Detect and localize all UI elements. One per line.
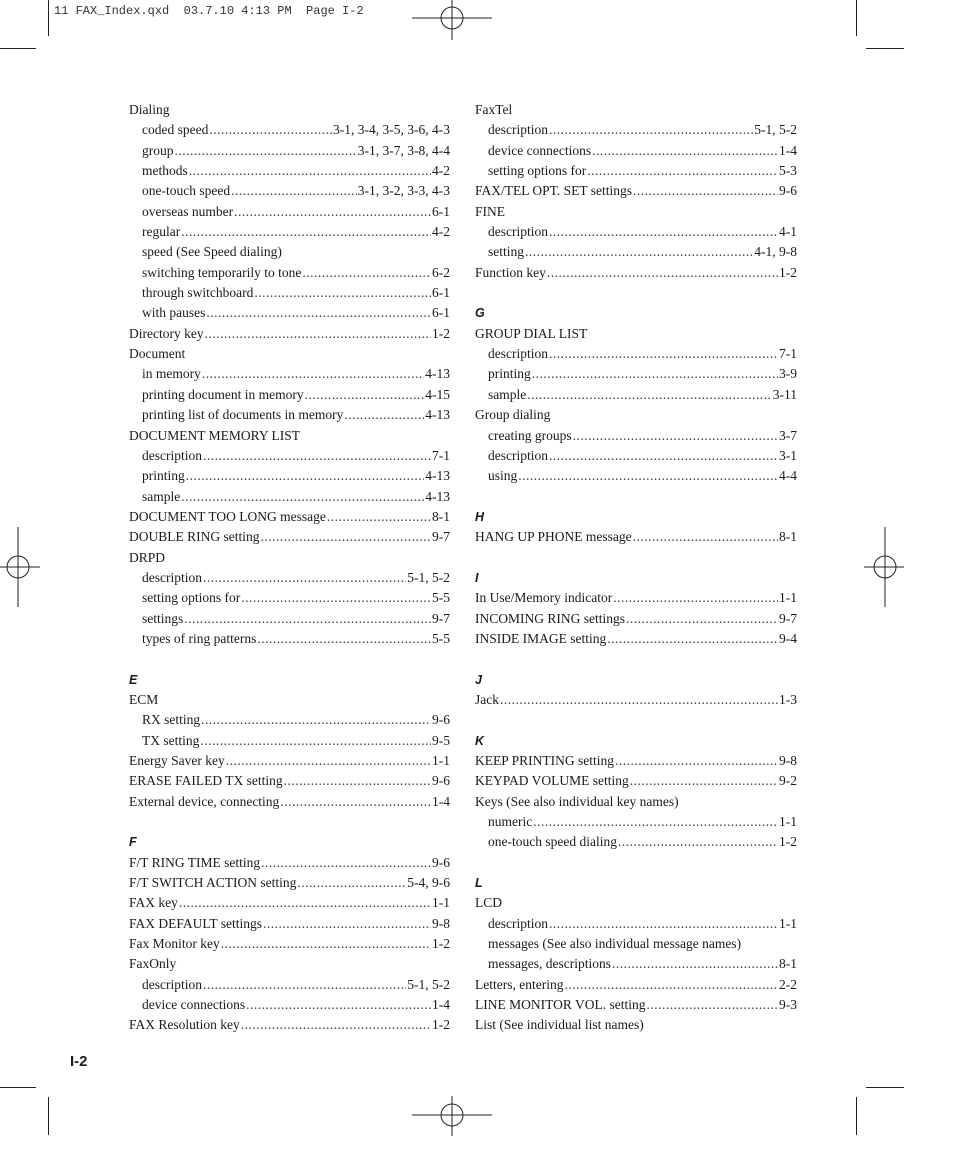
index-entry <box>129 324 450 344</box>
index-term: one-touch speed dialing <box>488 834 617 850</box>
index-page-refs: 1-1 <box>779 814 797 830</box>
index-page-refs: 9-6 <box>432 854 450 870</box>
index-term: messages (See also individual message names) <box>488 936 742 952</box>
index-page-refs: 1-2 <box>779 834 797 850</box>
index-term: FINE <box>475 203 505 219</box>
crop-mark <box>856 0 857 36</box>
index-term: description <box>488 224 548 240</box>
index-entry <box>475 181 797 201</box>
index-page-refs: 2-2 <box>779 976 797 992</box>
index-entry <box>475 405 797 425</box>
crop-mark <box>48 1097 49 1135</box>
index-subentry <box>129 995 450 1015</box>
index-term: LCD <box>475 895 502 911</box>
index-entry <box>129 751 450 771</box>
index-term: Energy Saver key <box>129 753 225 768</box>
index-page-refs: 1-4 <box>432 793 450 809</box>
index-page-refs: 9-8 <box>432 915 450 931</box>
index-page-refs: 7-1 <box>779 346 797 362</box>
index-page-refs: 9-6 <box>432 773 450 789</box>
dot-leader <box>344 405 424 425</box>
index-page-refs: 3-11 <box>772 386 797 402</box>
index-term: Document <box>129 346 186 362</box>
index-term: TX setting <box>142 732 200 748</box>
dot-leader <box>518 466 778 486</box>
index-column-right <box>475 100 797 1036</box>
index-section-letter: G <box>475 306 485 321</box>
dot-leader <box>246 995 431 1015</box>
index-term: one-touch speed <box>142 183 231 199</box>
index-page-refs: 5-4, 9-6 <box>407 875 450 891</box>
index-entry <box>129 873 450 893</box>
index-page-refs: 9-4 <box>779 630 797 646</box>
registration-mark-bottom <box>412 1096 492 1136</box>
index-page-refs: 1-2 <box>779 264 797 280</box>
index-page-refs: 7-1 <box>432 447 450 463</box>
index-subentry <box>129 487 450 507</box>
index-page-refs: 9-3 <box>779 997 797 1013</box>
index-page-refs: 4-13 <box>425 366 450 382</box>
index-term: F/T SWITCH ACTION setting <box>129 875 297 891</box>
index-subentry <box>475 141 797 161</box>
index-section-letter: L <box>475 876 483 891</box>
dot-leader <box>184 609 431 629</box>
index-term: settings <box>142 610 184 626</box>
index-subentry <box>475 242 797 262</box>
dot-leader <box>261 527 432 547</box>
dot-leader <box>241 588 431 608</box>
index-page-refs: 6-2 <box>432 264 450 280</box>
index-subentry <box>129 364 450 384</box>
index-entry <box>475 263 797 283</box>
index-page-refs: 5-5 <box>432 590 450 606</box>
index-term: messages, descriptions <box>488 956 611 972</box>
index-term: sample <box>488 386 527 402</box>
dot-leader <box>549 344 778 364</box>
index-entry <box>475 609 797 629</box>
index-page-refs: 1-2 <box>432 1017 450 1033</box>
index-term: FAX/TEL OPT. SET settings <box>475 183 633 199</box>
index-term: regular <box>142 224 181 240</box>
index-term: Letters, entering <box>475 976 564 992</box>
index-term: switching temporarily to tone <box>142 264 302 280</box>
dot-leader <box>203 446 431 466</box>
index-entry <box>475 771 797 791</box>
index-entry <box>475 588 797 608</box>
index-term: methods <box>142 163 188 179</box>
index-page-refs: 4-4 <box>779 468 797 484</box>
index-entry <box>129 934 450 954</box>
index-page-refs: 5-5 <box>432 630 450 646</box>
index-page-refs: 1-2 <box>432 325 450 341</box>
dot-leader <box>587 161 778 181</box>
index-entry <box>475 690 797 710</box>
index-page-refs: 1-1 <box>779 915 797 931</box>
index-subentry <box>129 405 450 425</box>
index-subentry <box>129 385 450 405</box>
dot-leader <box>189 161 431 181</box>
index-term: description <box>488 447 548 463</box>
index-term: printing <box>142 468 185 484</box>
dot-leader <box>532 364 778 384</box>
index-subentry <box>475 222 797 242</box>
index-term: Function key <box>475 264 546 280</box>
index-term: HANG UP PHONE message <box>475 529 632 545</box>
dot-leader <box>547 263 778 283</box>
index-subentry <box>129 141 450 161</box>
index-section-letter: J <box>475 672 482 687</box>
dot-leader <box>549 914 778 934</box>
index-term: using <box>488 468 518 484</box>
index-page-refs: 8-1 <box>432 508 450 524</box>
index-term: in memory <box>142 366 201 382</box>
dot-leader <box>284 771 431 791</box>
index-subentry <box>129 181 450 201</box>
index-page-refs: 8-1 <box>779 529 797 545</box>
index-subentry <box>129 588 450 608</box>
index-page-refs: 4-13 <box>425 488 450 504</box>
index-term: In Use/Memory indicator <box>475 590 613 606</box>
dot-leader <box>573 426 778 446</box>
index-subentry <box>129 263 450 283</box>
registration-mark-top <box>412 0 492 40</box>
index-term: with pauses <box>142 305 206 321</box>
index-subentry <box>129 120 450 140</box>
index-term: GROUP DIAL LIST <box>475 325 588 341</box>
index-page-refs: 3-1, 3-4, 3-5, 3-6, 4-3 <box>333 122 450 138</box>
index-term: INCOMING RING settings <box>475 610 625 626</box>
dot-leader <box>231 181 357 201</box>
dot-leader <box>234 202 431 222</box>
index-entry <box>475 751 797 771</box>
dot-leader <box>181 487 424 507</box>
index-page-refs: 4-1 <box>779 224 797 240</box>
index-subentry <box>475 344 797 364</box>
index-page-refs: 1-2 <box>432 936 450 952</box>
index-page-refs: 8-1 <box>779 956 797 972</box>
index-subentry <box>129 466 450 486</box>
index-term: setting options for <box>142 590 241 606</box>
index-subentry <box>475 812 797 832</box>
index-subentry <box>129 446 450 466</box>
index-term: through switchboard <box>142 285 254 301</box>
dot-leader <box>525 242 753 262</box>
index-term: FAX key <box>129 895 178 911</box>
index-term: Group dialing <box>475 407 551 423</box>
index-term: INSIDE IMAGE setting <box>475 630 607 646</box>
index-subentry <box>475 385 797 405</box>
dot-leader <box>175 141 357 161</box>
dot-leader <box>647 995 779 1015</box>
index-entry <box>475 629 797 649</box>
dot-leader <box>201 710 431 730</box>
index-entry <box>475 324 797 344</box>
index-section-letter: I <box>475 570 479 585</box>
index-page-refs: 4-2 <box>432 224 450 240</box>
index-entry <box>475 995 797 1015</box>
index-entry <box>129 527 450 547</box>
print-slug: 11 FAX_Index.qxd 03.7.10 4:13 PM Page I-2 <box>54 4 364 18</box>
index-page-refs: 1-4 <box>432 997 450 1013</box>
dot-leader <box>200 731 431 751</box>
dot-leader <box>203 975 406 995</box>
index-term: ERASE FAILED TX setting <box>129 773 283 789</box>
index-subentry <box>475 161 797 181</box>
index-page-refs: 4-1, 9-8 <box>754 244 797 260</box>
dot-leader <box>327 507 431 527</box>
index-page-refs: 3-1, 3-2, 3-3, 4-3 <box>357 183 450 199</box>
index-subentry <box>129 731 450 751</box>
index-term: RX setting <box>142 712 201 728</box>
index-term: Dialing <box>129 102 170 117</box>
index-page-refs: 5-3 <box>779 163 797 179</box>
crop-mark <box>0 1087 36 1088</box>
dot-leader <box>205 324 431 344</box>
index-entry <box>475 202 797 222</box>
index-term: External device, connecting <box>129 793 280 809</box>
index-subentry <box>129 242 450 262</box>
index-term: overseas number <box>142 203 234 219</box>
index-entry <box>129 690 450 710</box>
index-entry <box>475 100 797 120</box>
index-term: speed (See Speed dialing) <box>142 244 282 260</box>
index-page-refs: 6-1 <box>432 203 450 219</box>
index-subentry <box>475 120 797 140</box>
index-entry <box>129 893 450 913</box>
dot-leader <box>592 141 778 161</box>
index-term: printing list of documents in memory <box>142 407 344 423</box>
dot-leader <box>179 893 431 913</box>
index-entry <box>475 792 797 812</box>
dot-leader <box>549 120 753 140</box>
dot-leader <box>186 466 425 486</box>
dot-leader <box>254 283 431 303</box>
index-subentry <box>129 222 450 242</box>
index-subentry <box>129 629 450 649</box>
dot-leader <box>302 263 431 283</box>
index-subentry <box>129 568 450 588</box>
index-subentry <box>129 609 450 629</box>
index-subentry <box>129 303 450 323</box>
dot-leader <box>241 1015 431 1035</box>
index-page-refs: 3-9 <box>779 366 797 382</box>
index-entry <box>129 344 450 364</box>
index-term: device connections <box>488 142 592 158</box>
index-term: Jack <box>475 691 499 707</box>
index-term: group <box>142 142 174 158</box>
dot-leader <box>226 751 431 771</box>
dot-leader <box>618 832 778 852</box>
registration-mark-right <box>864 527 904 607</box>
index-term: FAX Resolution key <box>129 1017 240 1033</box>
index-entry <box>129 792 450 812</box>
index-term: description <box>488 346 548 362</box>
crop-mark <box>0 48 36 49</box>
index-term: device connections <box>142 997 246 1013</box>
index-term: numeric <box>488 814 533 830</box>
index-page-refs: 3-1, 3-7, 3-8, 4-4 <box>357 142 450 158</box>
index-section-letter: K <box>475 733 485 748</box>
index-page-refs: 1-1 <box>432 753 450 768</box>
index-term: printing document in memory <box>142 386 304 402</box>
index-term: description <box>142 447 202 463</box>
dot-leader <box>549 222 778 242</box>
crop-mark <box>856 1097 857 1135</box>
index-term: FaxTel <box>475 102 513 117</box>
dot-leader <box>203 568 406 588</box>
index-entry <box>129 100 450 120</box>
index-term: description <box>142 569 202 585</box>
index-entry <box>129 954 450 974</box>
index-page-refs: 1-1 <box>432 895 450 911</box>
index-page-refs: 5-1, 5-2 <box>407 569 450 585</box>
page-number: I-2 <box>70 1053 88 1070</box>
index-term: DRPD <box>129 549 166 565</box>
index-term: KEEP PRINTING setting <box>475 753 614 768</box>
index-term: description <box>488 915 548 931</box>
index-section-letter: H <box>475 509 485 524</box>
index-page-refs: 9-6 <box>779 183 797 199</box>
index-subentry <box>475 954 797 974</box>
index-term: FAX DEFAULT settings <box>129 915 263 931</box>
index-entry <box>129 853 450 873</box>
index-term: coded speed <box>142 122 209 138</box>
dot-leader <box>297 873 406 893</box>
index-subentry <box>475 364 797 384</box>
index-term: sample <box>142 488 181 504</box>
index-term: LINE MONITOR VOL. setting <box>475 997 646 1013</box>
index-term: creating groups <box>488 427 572 443</box>
index-subentry <box>129 161 450 181</box>
index-page-refs: 9-7 <box>432 610 450 626</box>
crop-mark <box>866 48 904 49</box>
dot-leader <box>209 120 332 140</box>
dot-leader <box>261 853 431 873</box>
index-page-refs: 9-6 <box>432 712 450 728</box>
index-section-letter: F <box>129 835 137 850</box>
dot-leader <box>633 181 778 201</box>
dot-leader <box>633 527 778 547</box>
dot-leader <box>221 934 431 954</box>
index-entry <box>129 771 450 791</box>
index-page-refs: 9-7 <box>779 610 797 626</box>
index-term: DOUBLE RING setting <box>129 529 260 545</box>
index-subentry <box>129 202 450 222</box>
index-page-refs: 5-1, 5-2 <box>407 976 450 992</box>
index-page-refs: 4-13 <box>425 407 450 423</box>
index-entry <box>129 426 450 446</box>
index-page-refs: 5-1, 5-2 <box>754 122 797 138</box>
dot-leader <box>549 446 778 466</box>
dot-leader <box>527 385 772 405</box>
index-term: ECM <box>129 691 159 707</box>
index-subentry <box>475 832 797 852</box>
dot-leader <box>257 629 431 649</box>
dot-leader <box>612 954 778 974</box>
index-term: description <box>488 122 548 138</box>
index-subentry <box>129 975 450 995</box>
index-page-refs: 1-1 <box>779 590 797 606</box>
index-term: DOCUMENT TOO LONG message <box>129 508 326 524</box>
index-entry <box>475 893 797 913</box>
crop-mark <box>48 0 49 36</box>
index-term: FaxOnly <box>129 956 177 972</box>
index-term: setting options for <box>488 163 587 179</box>
dot-leader <box>206 303 431 323</box>
dot-leader <box>607 629 778 649</box>
index-page-refs: 9-7 <box>432 529 450 545</box>
index-term: printing <box>488 366 531 382</box>
index-page-refs: 9-8 <box>779 753 797 768</box>
dot-leader <box>626 609 778 629</box>
dot-leader <box>533 812 778 832</box>
index-page-refs: 4-15 <box>425 386 450 402</box>
index-page-refs: 9-5 <box>432 732 450 748</box>
index-subentry <box>129 283 450 303</box>
index-page-refs: 6-1 <box>432 285 450 301</box>
index-subentry <box>475 466 797 486</box>
index-entry <box>129 507 450 527</box>
index-subentry <box>475 934 797 954</box>
index-page-refs: 4-2 <box>432 163 450 179</box>
index-page-refs: 1-4 <box>779 142 797 158</box>
index-term: Fax Monitor key <box>129 936 220 952</box>
dot-leader <box>500 690 778 710</box>
index-term: DOCUMENT MEMORY LIST <box>129 427 301 443</box>
index-term: Directory key <box>129 325 204 341</box>
index-term: description <box>142 976 202 992</box>
index-column-left <box>129 100 450 1036</box>
dot-leader <box>615 751 778 771</box>
dot-leader <box>263 914 431 934</box>
index-term: KEYPAD VOLUME setting <box>475 773 629 789</box>
index-term: Keys (See also individual key names) <box>475 793 679 809</box>
index-subentry <box>475 446 797 466</box>
dot-leader <box>305 385 425 405</box>
index-entry <box>129 1015 450 1035</box>
dot-leader <box>564 975 778 995</box>
index-entry <box>475 527 797 547</box>
dot-leader <box>630 771 778 791</box>
index-entry <box>129 914 450 934</box>
crop-mark <box>866 1087 904 1088</box>
index-page-refs: 4-13 <box>425 468 450 484</box>
index-page-refs: 3-1 <box>779 447 797 463</box>
index-term: List (See individual list names) <box>475 1017 644 1033</box>
index-entry <box>475 975 797 995</box>
index-entry <box>475 1015 797 1035</box>
index-page-refs: 9-2 <box>779 773 797 789</box>
dot-leader <box>202 364 424 384</box>
index-subentry <box>129 710 450 730</box>
index-entry <box>129 548 450 568</box>
index-term: F/T RING TIME setting <box>129 854 261 870</box>
index-page-refs: 6-1 <box>432 305 450 321</box>
index-subentry <box>475 426 797 446</box>
index-page-refs: 3-7 <box>779 427 797 443</box>
dot-leader <box>181 222 431 242</box>
index-term: setting <box>488 244 524 260</box>
index-subentry <box>475 914 797 934</box>
index-page-refs: 1-3 <box>779 691 797 707</box>
index-section-letter: E <box>129 672 138 687</box>
index-term: types of ring patterns <box>142 630 257 646</box>
registration-mark-left <box>0 527 40 607</box>
dot-leader <box>280 792 431 812</box>
dot-leader <box>613 588 778 608</box>
